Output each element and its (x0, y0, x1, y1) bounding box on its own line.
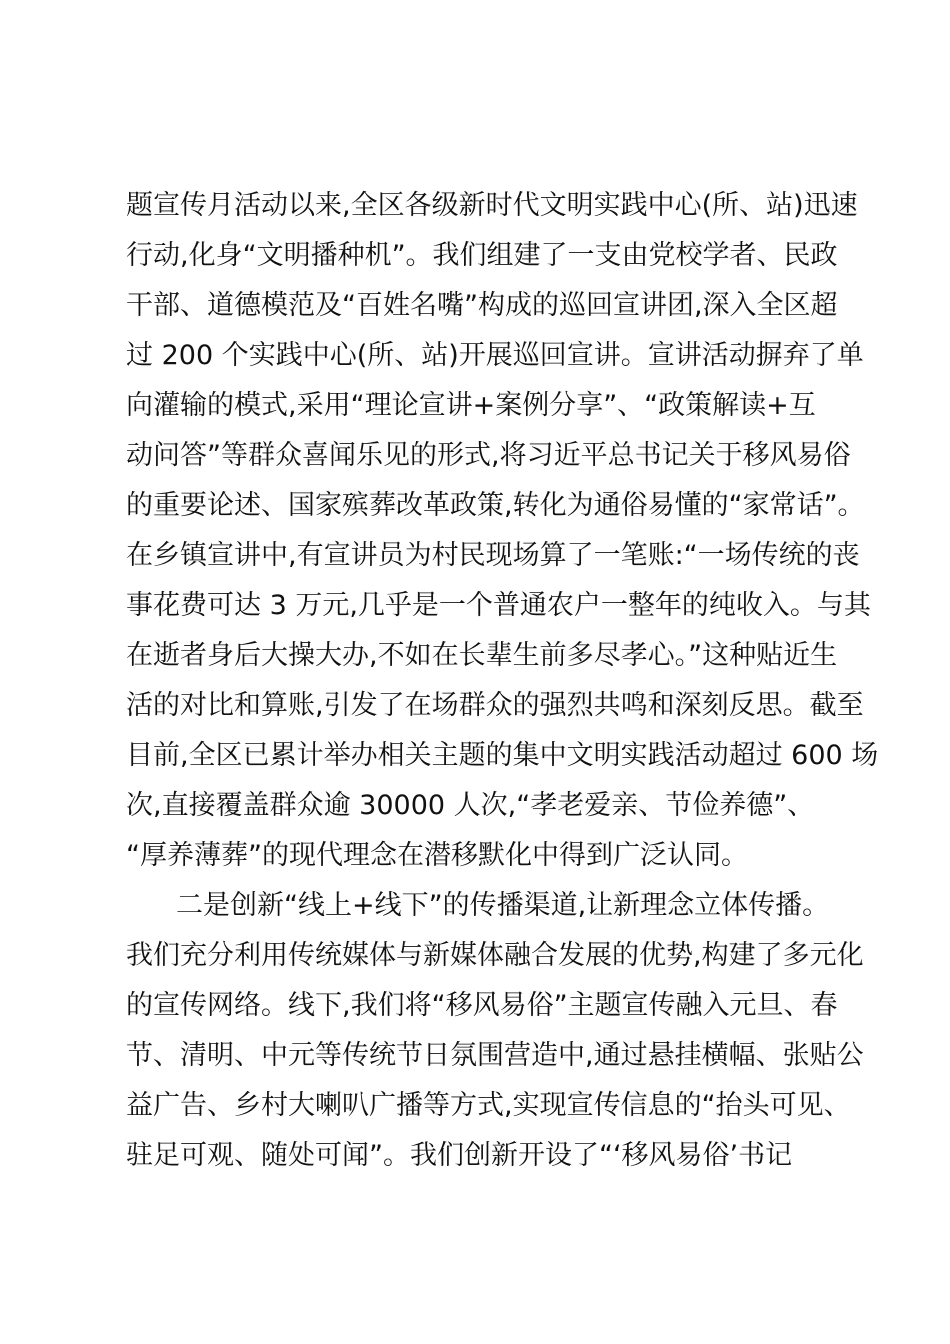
text-line: 驻足可观、随处可闻”。我们创新开设了“‘移风易俗’书记 (126, 1140, 793, 1171)
text-line: “厚养薄葬”的现代理念在潜移默化中得到广泛认同。 (126, 840, 748, 871)
paragraph-start-line: 二是创新“线上+线下”的传播渠道,让新理念立体传播。 (176, 890, 830, 921)
text-line: 的重要论述、国家殡葬改革政策,转化为通俗易懂的“家常话”。 (126, 490, 865, 521)
text-line: 的宣传网络。线下,我们将“移风易俗”主题宣传融入元旦、春 (126, 990, 838, 1021)
text-line: 向灌输的模式,采用“理论宣讲+案例分享”、“政策解读+互 (126, 390, 816, 421)
text-line: 过 200 个实践中心(所、站)开展巡回宣讲。宣讲活动摒弃了单 (126, 340, 864, 371)
text-line: 干部、道德模范及“百姓名嘴”构成的巡回宣讲团,深入全区超 (126, 290, 838, 321)
text-line: 题宣传月活动以来,全区各级新时代文明实践中心(所、站)迅速 (126, 190, 858, 221)
text-line: 活的对比和算账,引发了在场群众的强烈共鸣和深刻反思。截至 (126, 690, 864, 721)
text-line: 在乡镇宣讲中,有宣讲员为村民现场算了一笔账:“一场传统的丧 (126, 540, 860, 571)
body-text (126, 181, 879, 1181)
text-line: 动问答”等群众喜闻乐见的形式,将习近平总书记关于移风易俗 (126, 440, 851, 471)
text-line: 我们充分利用传统媒体与新媒体融合发展的优势,构建了多元化 (126, 940, 864, 971)
text-line: 次,直接覆盖群众逾 30000 人次,“孝老爱亲、节俭养德”、 (126, 790, 815, 821)
text-line: 目前,全区已累计举办相关主题的集中文明实践活动超过 600 场 (126, 740, 879, 771)
text-line: 事花费可达 3 万元,几乎是一个普通农户一整年的纯收入。与其 (126, 590, 871, 621)
text-line: 节、清明、中元等传统节日氛围营造中,通过悬挂横幅、张贴公 (126, 1040, 864, 1071)
text-line: 益广告、乡村大喇叭广播等方式,实现宣传信息的“抬头可见、 (126, 1090, 851, 1121)
text-line: 在逝者身后大操大办,不如在长辈生前多尽孝心。”这种贴近生 (126, 640, 838, 671)
text-line: 行动,化身“文明播种机”。我们组建了一支由党校学者、民政 (126, 240, 838, 271)
